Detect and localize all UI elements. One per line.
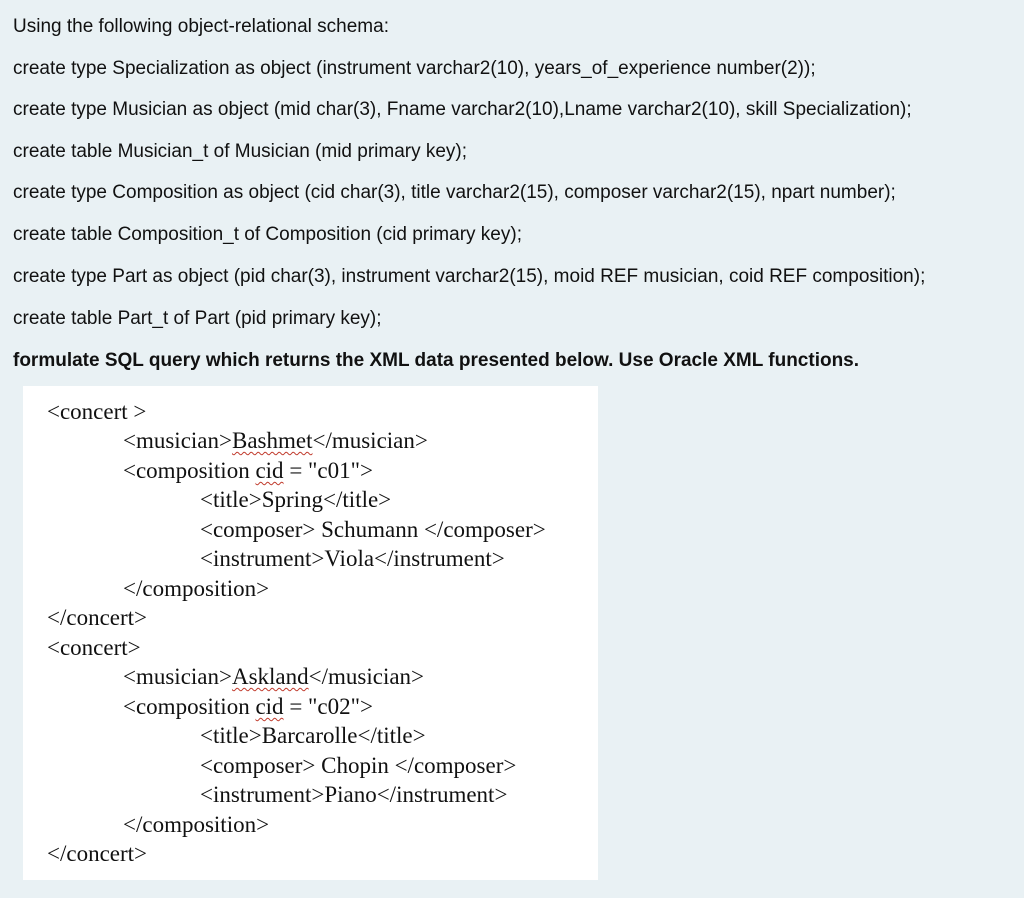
xml-title: <title>Spring</title> bbox=[200, 487, 392, 512]
xml-concert-close: </concert> bbox=[47, 605, 148, 630]
xml-musician-line bbox=[123, 427, 428, 455]
xml-cid-attribute: cid bbox=[255, 458, 284, 483]
xml-attr-value: = "c02"> bbox=[283, 694, 373, 719]
xml-example-image bbox=[23, 386, 598, 880]
schema-line-part-table: create table Part_t of Part (pid primary key); bbox=[13, 308, 382, 329]
xml-concert-close: </concert> bbox=[47, 841, 148, 866]
schema-line-specialization-type: create type Specialization as object (instrument varchar2(10), years_of_experience number(2)); bbox=[13, 58, 816, 79]
xml-tag: </musician> bbox=[308, 664, 425, 689]
xml-tag: <composition bbox=[123, 694, 256, 719]
xml-attr-value: = "c01"> bbox=[283, 458, 373, 483]
schema-line-musician-type: create type Musician as object (mid char(3), Fname varchar2(10),Lname varchar2(10), skill Specialization); bbox=[13, 99, 912, 120]
xml-instrument: <instrument>Piano</instrument> bbox=[200, 782, 508, 807]
xml-instrument: <instrument>Viola</instrument> bbox=[200, 546, 505, 571]
xml-composition-open bbox=[123, 693, 373, 721]
xml-tag: <musician> bbox=[123, 664, 232, 689]
xml-tag: <musician> bbox=[123, 428, 232, 453]
xml-composition-open bbox=[123, 457, 373, 485]
xml-concert-open: <concert > bbox=[47, 399, 147, 424]
xml-musician-name: Bashmet bbox=[231, 428, 313, 453]
xml-concert-open: <concert> bbox=[47, 635, 141, 660]
xml-title: <title>Barcarolle</title> bbox=[200, 723, 426, 748]
task-instruction: formulate SQL query which returns the XML data presented below. Use Oracle XML functions. bbox=[13, 350, 860, 371]
xml-musician-line bbox=[123, 663, 424, 691]
xml-cid-attribute: cid bbox=[255, 694, 284, 719]
xml-musician-name: Askland bbox=[231, 664, 309, 689]
intro-line: Using the following object-relational schema: bbox=[13, 16, 389, 37]
schema-line-part-type: create type Part as object (pid char(3), instrument varchar2(15), moid REF musician, coid REF composition); bbox=[13, 266, 926, 287]
xml-composition-close: </composition> bbox=[123, 576, 270, 601]
xml-composer: <composer> Chopin </composer> bbox=[200, 753, 517, 778]
schema-line-musician-table: create table Musician_t of Musician (mid primary key); bbox=[13, 141, 468, 162]
xml-composition-close: </composition> bbox=[123, 812, 270, 837]
xml-composer: <composer> Schumann </composer> bbox=[200, 517, 546, 542]
schema-line-composition-type: create type Composition as object (cid char(3), title varchar2(15), composer varchar2(15), npart number); bbox=[13, 182, 896, 203]
xml-tag: <composition bbox=[123, 458, 256, 483]
schema-line-composition-table: create table Composition_t of Composition (cid primary key); bbox=[13, 224, 522, 245]
xml-tag: </musician> bbox=[312, 428, 428, 453]
